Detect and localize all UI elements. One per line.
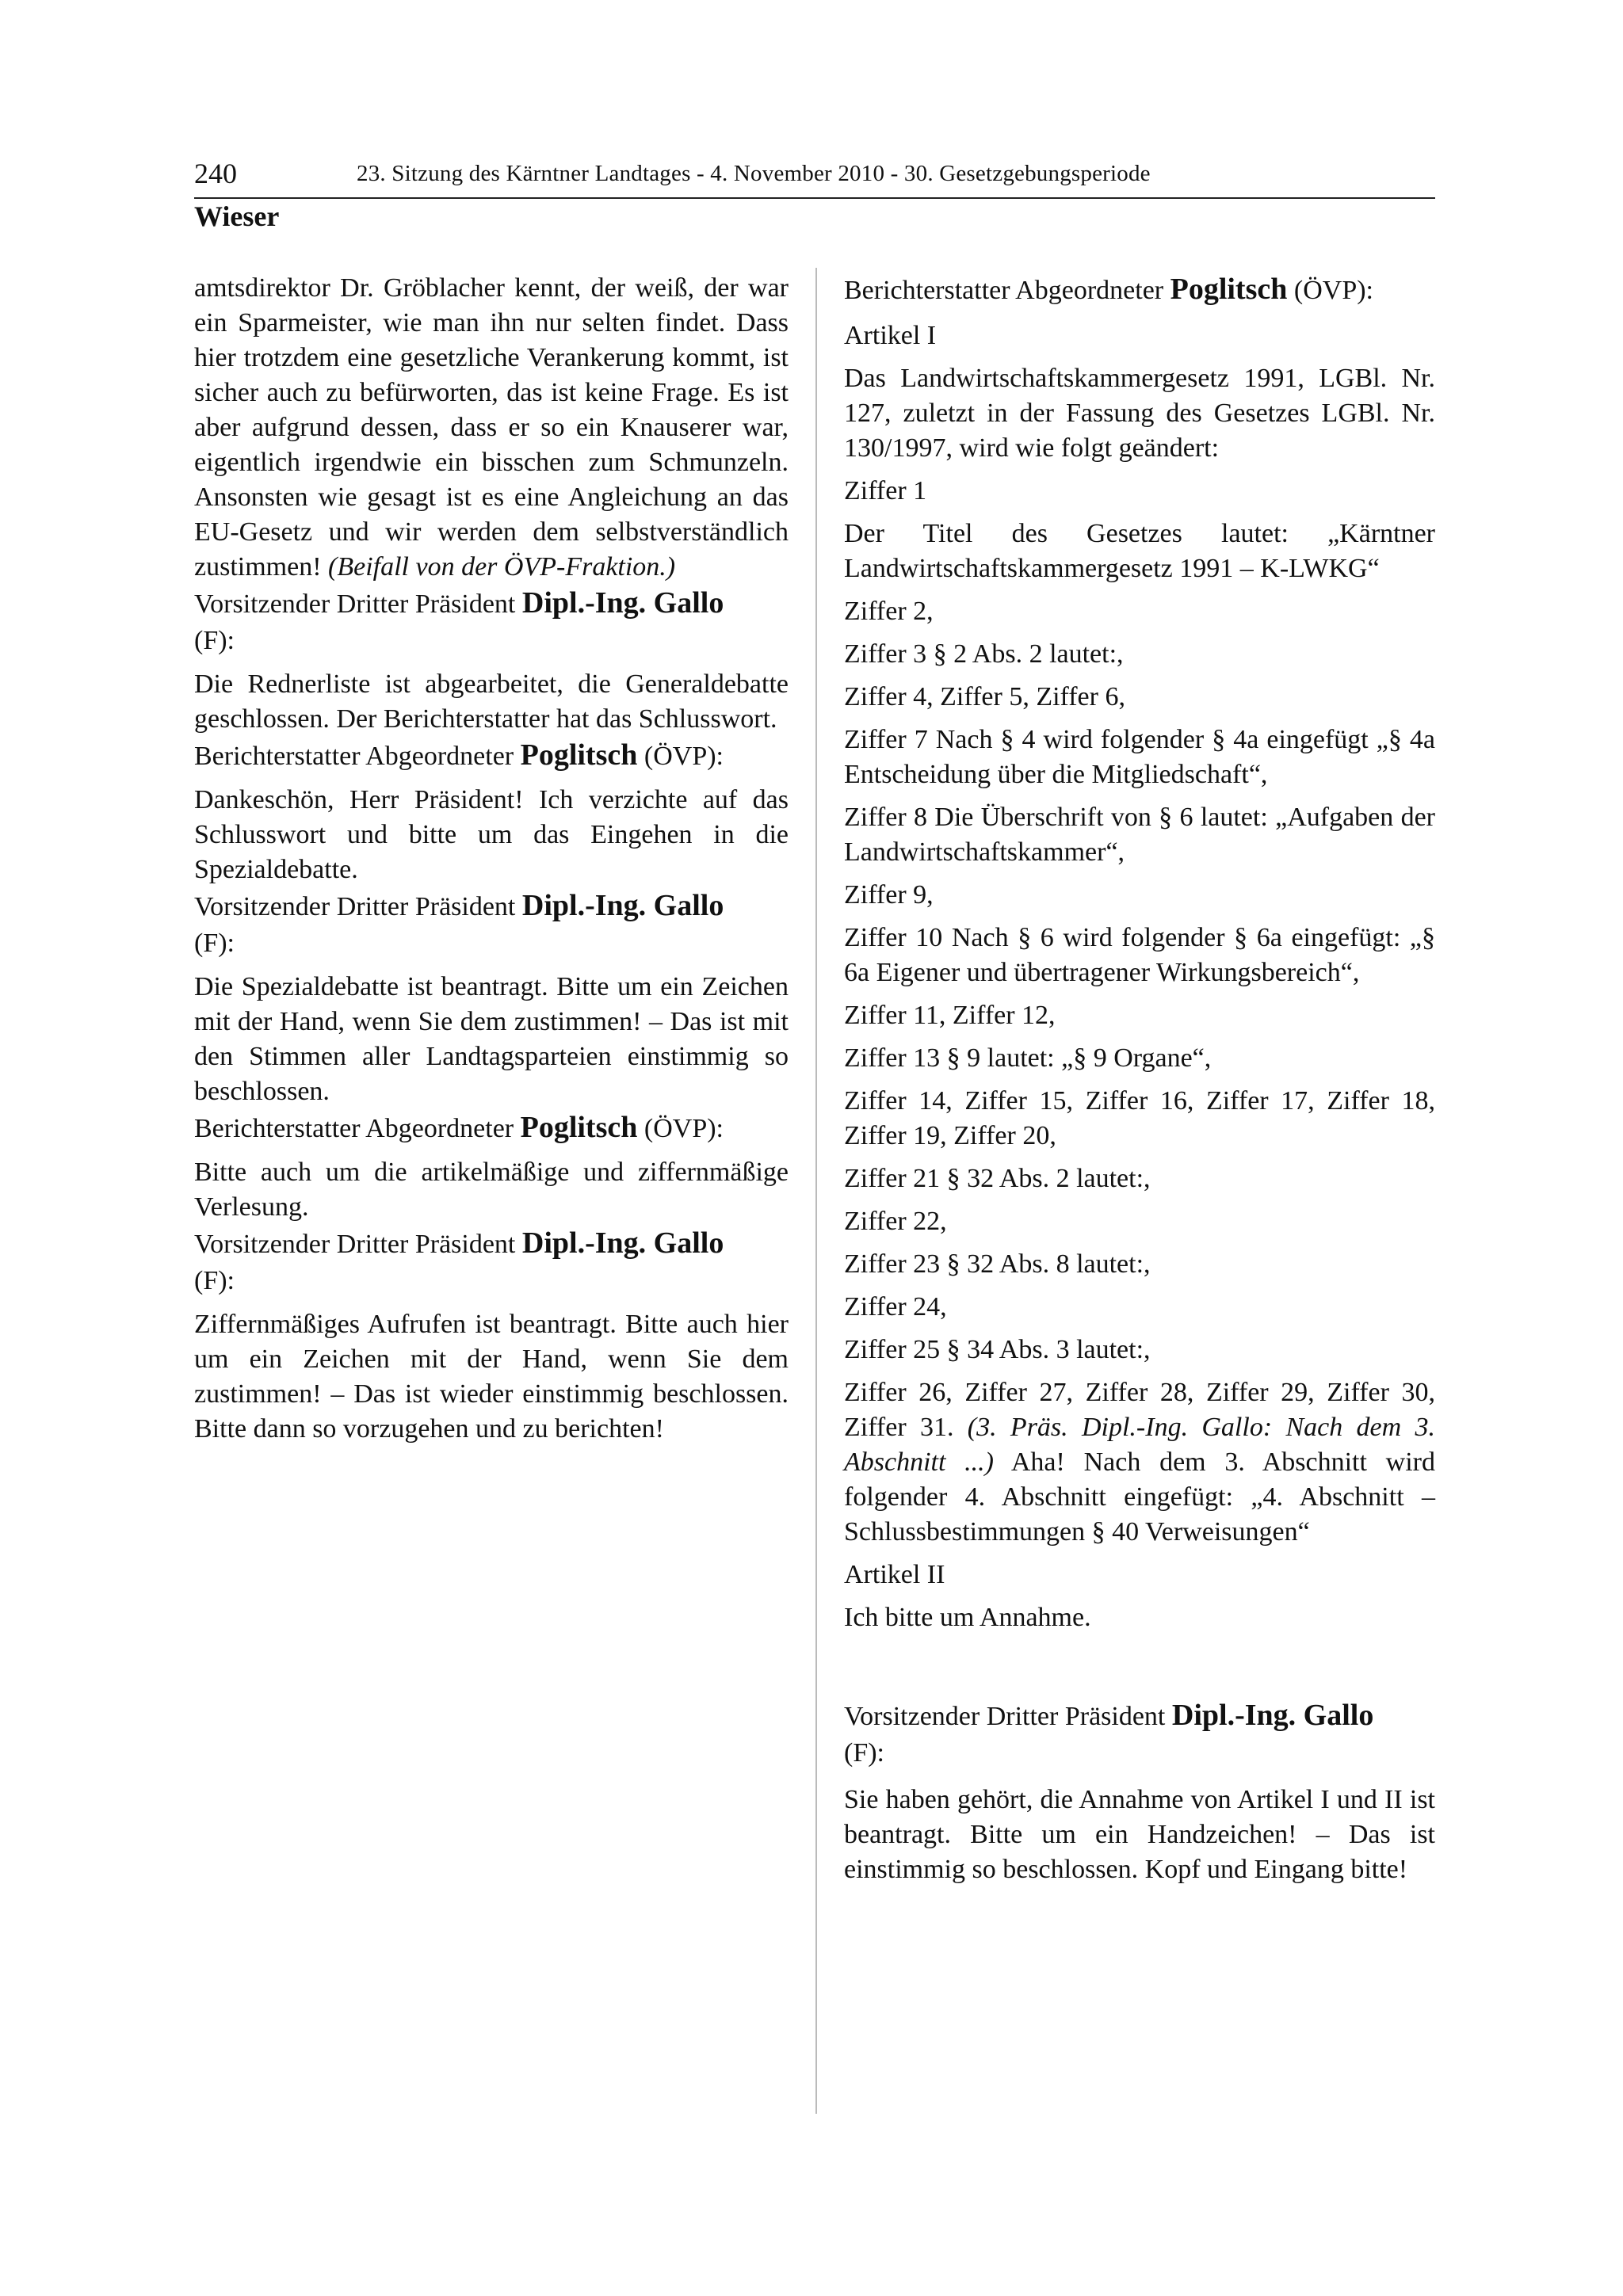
speech-paragraph: Ziffernmäßiges Aufrufen ist beantragt. Bitte auch hier um ein Zeichen mit der Hand, wenn Sie dem zustimmen! – Das ist wieder einstimmig beschlossen. Bitte dann so vorzugehen und zu berichten! [194, 1310, 789, 1444]
list-item: Ich bitte um Annahme. [844, 1603, 1091, 1632]
list-item: Ziffer 9, [844, 880, 934, 910]
speaker-heading: Vorsitzender Dritter Präsident Dipl.-Ing. Gallo (F): [844, 1699, 1374, 1768]
running-header: 23. Sitzung des Kärntner Landtages - 4. November 2010 - 30. Gesetzgebungsperiode [357, 161, 1151, 186]
speech-paragraph: Sie haben gehört, die Annahme von Artikel I und II ist beantragt. Bitte um ein Handzeichen! – Das ist einstimmig so beschlossen. Kopf und Eingang bitte! [844, 1785, 1435, 1884]
list-item: Ziffer 13 § 9 lautet: „§ 9 Organe“, [844, 1043, 1212, 1073]
interjection: (3. Präs. Dipl.-Ing. Gallo: Nach dem 3. Abschnitt ...) [844, 1413, 1435, 1477]
list-item: Ziffer 10 Nach § 6 wird folgender § 6a eingefügt: „§ 6a Eigener und übertragener Wirkungsbereich“, [844, 923, 1435, 987]
left-column [194, 271, 789, 1447]
list-item: Der Titel des Gesetzes lautet: „Kärntner Landwirtschaftskammergesetz 1991 – K-LWKG“ [844, 519, 1435, 583]
right-column [844, 271, 1435, 1887]
speaker-heading: Berichterstatter Abgeordneter Poglitsch (ÖVP): [194, 1111, 724, 1144]
list-item: Ziffer 22, [844, 1207, 947, 1236]
list-item: Ziffer 2, [844, 597, 934, 626]
article-heading: Artikel II [844, 1560, 945, 1589]
list-item: Das Landwirtschaftskammergesetz 1991, LGBl. Nr. 127, zuletzt in der Fassung des Gesetzes LGBl. Nr. 130/1997, wird wie folgt geändert: [844, 364, 1435, 463]
list-item: Ziffer 26, Ziffer 27, Ziffer 28, Ziffer 29, Ziffer 30, Ziffer 31. (3. Präs. Dipl.-Ing. Gallo: Nach dem 3. Abschnitt ...) Aha! Nach dem 3. Abschnitt wird folgender 4. Abschnitt eingefügt: „4. Abschnitt – Schlussbestimmungen § 40 Verweisungen“ [844, 1378, 1435, 1547]
list-item: Ziffer 21 § 32 Abs. 2 lautet:, [844, 1164, 1151, 1193]
speech-paragraph: Die Rednerliste ist abgearbeitet, die Generaldebatte geschlossen. Der Berichterstatter hat das Schlusswort. [194, 669, 789, 734]
speech-paragraph: amtsdirektor Dr. Gröblacher kennt, der weiß, der war ein Sparmeister, wie man ihn nur selten findet. Dass hier trotzdem eine gesetzliche Verankerung kommt, ist sicher auch zu befürworten, das ist keine Frage. Es ist aber aufgrund dessen, dass er so ein Knauserer war, eigentlich irgendwie ein bisschen zum Schmunzeln. Ansonsten wie gesagt ist es eine Angleichung an das EU-Gesetz und wir werden dem selbstverständlich zustimmen! (Beifall von der ÖVP-Fraktion.) [194, 273, 789, 582]
speaker-heading: Vorsitzender Dritter Präsident Dipl.-Ing. Gallo (F): [194, 1226, 724, 1295]
list-item: Ziffer 25 § 34 Abs. 3 lautet:, [844, 1335, 1151, 1364]
speech-paragraph: Bitte auch um die artikelmäßige und ziffernmäßige Verlesung. [194, 1158, 789, 1222]
list-item: Ziffer 8 Die Überschrift von § 6 lautet: „Aufgaben der Landwirtschaftskammer“, [844, 803, 1435, 867]
list-item: Ziffer 24, [844, 1292, 947, 1322]
speech-paragraph: Dankeschön, Herr Präsident! Ich verzichte auf das Schlusswort und bitte um das Eingehen in die Spezialdebatte. [194, 785, 789, 884]
list-item: Ziffer 14, Ziffer 15, Ziffer 16, Ziffer 17, Ziffer 18, Ziffer 19, Ziffer 20, [844, 1086, 1435, 1150]
list-item: Ziffer 4, Ziffer 5, Ziffer 6, [844, 682, 1125, 711]
speaker-heading: Berichterstatter Abgeordneter Poglitsch (ÖVP): [194, 738, 724, 772]
header-rule [194, 197, 1435, 199]
list-item: Ziffer 1 [844, 476, 927, 505]
article-heading: Artikel I [844, 321, 937, 350]
list-item: Ziffer 7 Nach § 4 wird folgender § 4a eingefügt „§ 4a Entscheidung über die Mitgliedschaft“, [844, 725, 1435, 789]
applause-note: (Beifall von der ÖVP-Fraktion.) [328, 552, 676, 582]
page-number: 240 [194, 158, 237, 189]
speaker-heading: Vorsitzender Dritter Präsident Dipl.-Ing. Gallo (F): [194, 889, 724, 958]
speaker-heading: Vorsitzender Dritter Präsident Dipl.-Ing. Gallo (F): [194, 586, 724, 655]
current-speaker: Wieser [194, 200, 280, 232]
list-item: Ziffer 3 § 2 Abs. 2 lautet:, [844, 639, 1124, 669]
list-item: Ziffer 23 § 32 Abs. 8 lautet:, [844, 1249, 1151, 1279]
speaker-heading: Berichterstatter Abgeordneter Poglitsch (ÖVP): [844, 273, 1373, 306]
list-item: Ziffer 11, Ziffer 12, [844, 1001, 1056, 1030]
column-divider [815, 268, 817, 2114]
speech-paragraph: Die Spezialdebatte ist beantragt. Bitte um ein Zeichen mit der Hand, wenn Sie dem zustimmen! – Das ist mit den Stimmen aller Landtagsparteien einstimmig so beschlossen. [194, 972, 789, 1106]
